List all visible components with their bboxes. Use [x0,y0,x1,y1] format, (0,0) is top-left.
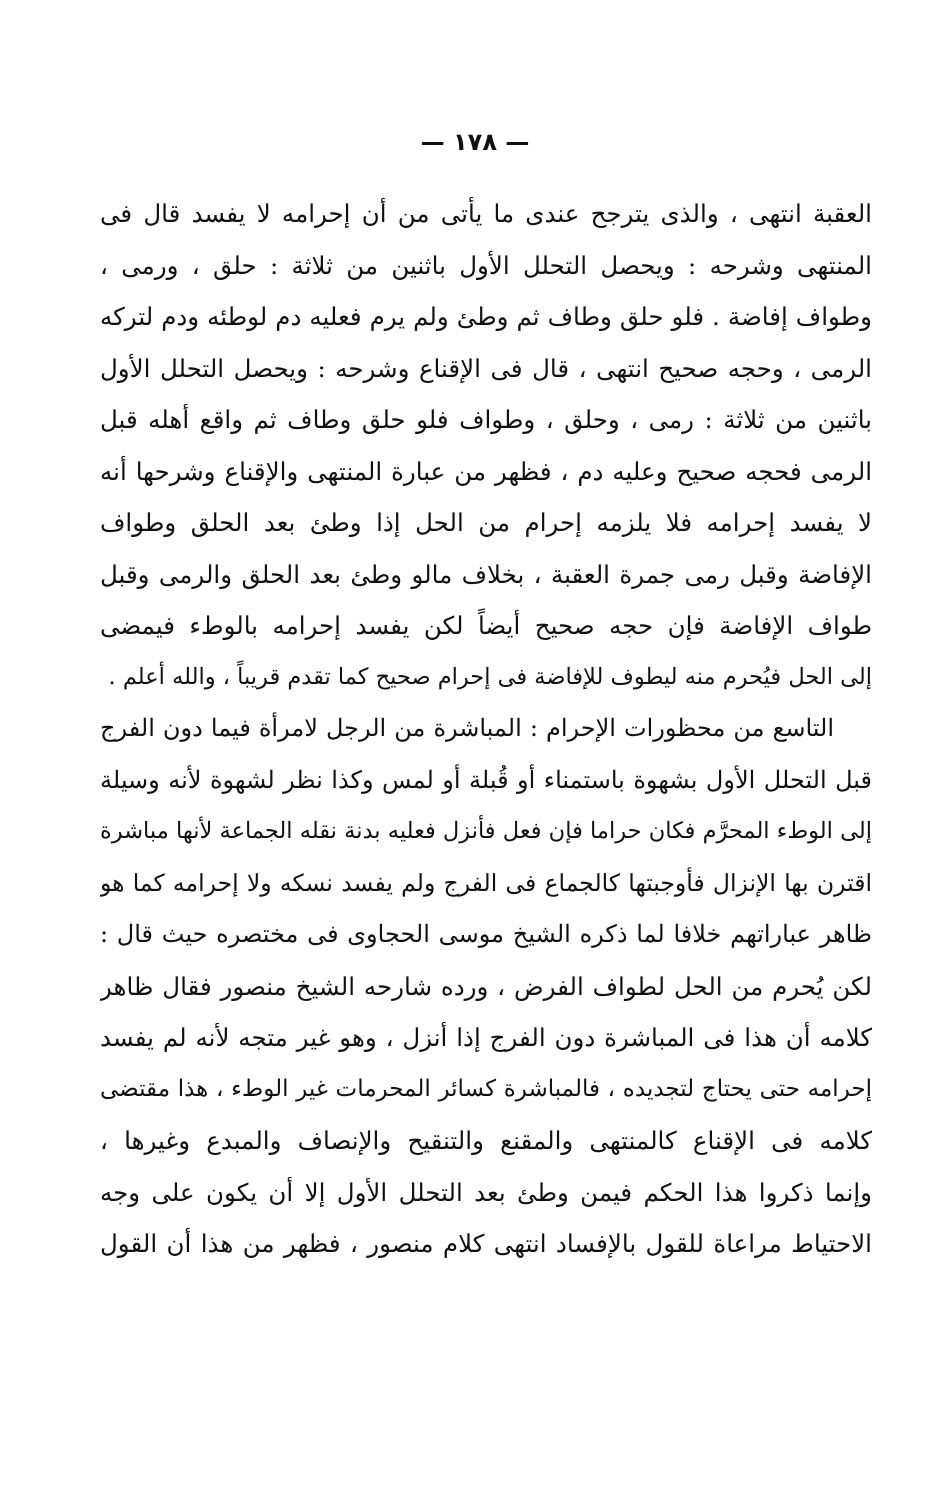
text-line: العقبة انتهى ، والذى يترجح عندى ما يأتى من أن إحرامه لا يفسد قال فى [100,199,872,228]
text-line: الرمى فحجه صحيح وعليه دم ، فظهر من عبارة المنتهى والإقناع وشرحها أنه [100,456,872,486]
text-line: وطواف إفاضة . فلو حلق وطاف ثم وطئ ولم يرم فعليه دم لوطئه ودم لتركه [100,302,872,331]
text-line: كلامه فى الإقناع كالمنتهى والمقنع والتنقيح والإنصاف والمبدع وغيرها ، [100,1126,872,1155]
text-line: المنتهى وشرحه : ويحصل التحلل الأول باثنين من ثلاثة : حلق ، ورمى ، [100,250,872,280]
text-line: لا يفسد إحرامه فلا يلزمه إحرام من الحل إذا وطئ بعد الحلق وطواف [100,508,872,537]
text-line: كلامه أن هذا فى المباشرة دون الفرج إذا أنزل ، وهو غير متجه لأنه لم يفسد [100,1023,872,1052]
text-line: إلى الحل فيُحرم منه ليطوف للإفاضة فى إحرام صحيح كما تقدم قريباً ، والله أعلم . [108,663,872,690]
text-line: اقترن بها الإنزال فأوجبتها كالجماع فى الفرج ولم يفسد نسكه ولا إحرامه كما هو [100,868,872,897]
text-line: لكن يُحرم من الحل لطواف الفرض ، ورده شارحه الشيخ منصور فقال ظاهر [100,971,872,1001]
text-line: إلى الوطء المحرَّم فكان حراما فإن فعل فأنزل فعليه بدنة نقله الجماعة لأنها مباشرة [100,818,872,844]
text-line: ظاهر عباراتهم خلافا لما ذكره الشيخ موسى الحجاوى فى مختصره حيث قال : [100,920,872,948]
text-line: طواف الإفاضة فإن حجه صحيح أيضاً لكن يفسد إحرامه بالوطء فيمضى [100,611,872,640]
text-line: قبل التحلل الأول بشهوة باستمناء أو قُبلة أو لمس وكذا نظر لشهوة لأنه وسيلة [100,765,872,794]
text-line: إحرامه حتى يحتاج لتجديده ، فالمباشرة كسائر المحرمات غير الوطء ، هذا مقتضى [100,1075,872,1102]
page-number: — ١٧٨ — [420,128,530,156]
body-text [100,188,872,1270]
text-line: وإنما ذكروا هذا الحكم فيمن وطئ بعد التحلل الأول إلا أن يكون على وجه [100,1177,872,1207]
text-line: الرمى ، وحجه صحيح انتهى ، قال فى الإقناع وشرحه : ويحصل التحلل الأول [100,353,872,383]
text-line: الاحتياط مراعاة للقول بالإفساد انتهى كلام منصور ، فظهر من هذا أن القول [100,1229,872,1258]
text-line: التاسع من محظورات الإحرام : المباشرة من الرجل لامرأة فيما دون الفرج [100,714,834,742]
text-line: باثنين من ثلاثة : رمى ، وحلق ، وطواف فلو حلق وطاف ثم واقع أهله قبل [100,405,872,434]
text-line: الإفاضة وقبل رمى جمرة العقبة ، بخلاف مالو وطئ بعد الحلق والرمى وقبل [100,559,872,589]
